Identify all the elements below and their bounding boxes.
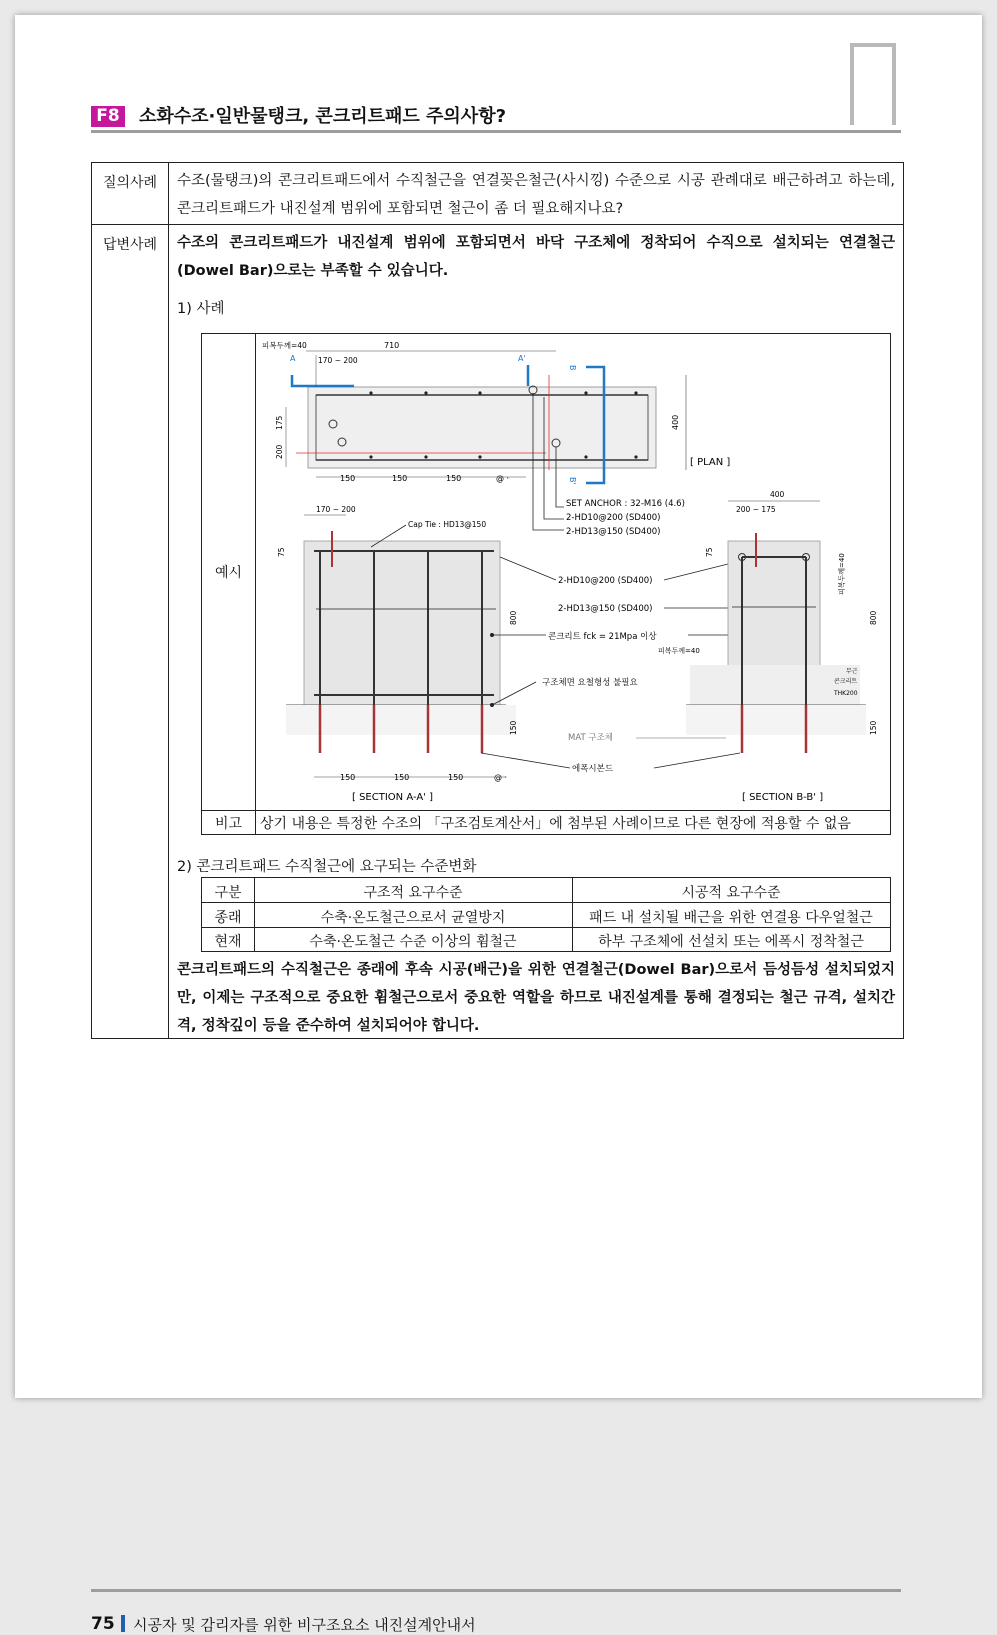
- req-row-past-construction: 패드 내 설치될 배근을 위한 연결용 다우얼철근: [589, 910, 873, 926]
- section-a-captie: Cap Tie : HD13@150: [408, 520, 487, 529]
- plan-dim-150-1: 150: [340, 474, 356, 483]
- callout-concrete: 콘크리트 fck = 21Mpa 이상: [548, 632, 657, 642]
- section-a-at: @ ·: [494, 773, 508, 782]
- page-number: 75: [91, 1614, 115, 1634]
- section-b-h800: 800: [869, 610, 878, 625]
- req-row-past-structural: 수축·온도철근으로서 균열방지: [320, 910, 506, 926]
- section-b-topping-1: 무근: [846, 668, 858, 675]
- footer-book-title: 시공자 및 감리자를 위한 비구조요소 내진설계안내서: [133, 1616, 476, 1634]
- section-b-h75: 75: [705, 547, 714, 557]
- question-text: 수조(물탱크)의 콘크리트패드에서 수직철근을 연결꽂은철근(사시낑) 수준으로 시공 관례대로 배근하려고 하는데, 콘크리트패드가 내진설계 범위에 포함되면 철근이 좀 더 필요해지나요?: [177, 173, 895, 217]
- level-change-heading: 2) 콘크리트패드 수직철근에 요구되는 수준변화: [177, 859, 477, 875]
- req-row-now-label: 현재: [214, 934, 242, 950]
- req-row-past-label: 종래: [214, 910, 242, 926]
- section-a-h800: 800: [509, 610, 518, 625]
- req-row-now-structural: 수축·온도철근 수준 이상의 휨철근: [309, 934, 517, 950]
- section-a-slab: [304, 541, 500, 705]
- plan-cut-a-prime: A': [518, 354, 526, 363]
- callout-hd10: 2-HD10@200 (SD400): [558, 576, 653, 586]
- section-b-tag: [ SECTION B-B' ]: [742, 792, 824, 803]
- req-row-divider-2: [202, 927, 890, 928]
- plan-dim-175: 175: [275, 415, 284, 430]
- section-badge: F8: [91, 106, 125, 127]
- section-a-d150-3: 150: [448, 773, 464, 782]
- plan-anchor-label: SET ANCHOR : 32-M16 (4.6): [566, 499, 685, 509]
- note-label: 비고: [214, 816, 243, 832]
- callout-mat: MAT 구조체: [568, 733, 614, 743]
- page-title: 소화수조·일반물탱크, 콘크리트패드 주의사항?: [139, 106, 507, 127]
- section-a-d150-1: 150: [340, 773, 356, 782]
- note-text: 상기 내용은 특정한 수조의 「구조검토계산서」에 첨부된 사례이므로 다른 현장에 적용할 수 없음: [260, 816, 851, 832]
- plan-dim-200: 200: [275, 444, 284, 459]
- footer-accent-bar: [121, 1615, 125, 1632]
- plan-hd10-label: 2-HD10@200 (SD400): [566, 513, 661, 523]
- qa-table: [91, 162, 904, 1039]
- section-a-d150-2: 150: [394, 773, 410, 782]
- plan-cover-label: 피복두께=40: [262, 341, 307, 350]
- answer-label: 답변사례: [102, 237, 158, 253]
- section-b-d400: 400: [770, 490, 785, 499]
- question-label: 질의사례: [102, 175, 158, 191]
- header-divider: [91, 130, 901, 133]
- section-b-topping-2: 콘크리트: [834, 678, 858, 685]
- callout-rough: 구조체면 요철형성 불필요: [542, 678, 638, 688]
- req-header-structural: 구조적 요구수준: [363, 885, 463, 901]
- figure-label-column: [202, 334, 256, 834]
- section-a-h150: 150: [509, 720, 518, 735]
- req-row-now-construction: 하부 구조체에 선설치 또는 에폭시 정착철근: [598, 934, 864, 950]
- page: [15, 15, 982, 1634]
- section-b-h150: 150: [869, 720, 878, 735]
- section-b-span: 200 ~ 175: [736, 505, 776, 514]
- plan-view-tag: [ PLAN ]: [690, 457, 731, 468]
- requirement-table: [201, 877, 891, 952]
- plan-dim-400: 400: [671, 414, 680, 430]
- section-a-tag: [ SECTION A-A' ]: [352, 792, 433, 803]
- req-header-construction: 시공적 요구수준: [681, 885, 781, 901]
- example-figure-box: [201, 333, 891, 835]
- plan-dim-at: @ ·: [496, 474, 510, 483]
- callout-hd13: 2-HD13@150 (SD400): [558, 604, 653, 614]
- req-row-divider-1: [202, 902, 890, 903]
- section-a-span: 170 ~ 200: [316, 505, 356, 514]
- plan-cut-a: A: [290, 354, 296, 363]
- section-a-h75: 75: [277, 547, 286, 557]
- callout-cover: 피복두께=40: [658, 647, 700, 655]
- section-header: [91, 105, 901, 131]
- plan-dim-150-2: 150: [392, 474, 408, 483]
- figure-label: 예시: [214, 565, 243, 581]
- rebar-detail-drawing: [256, 335, 890, 809]
- plan-cut-b: B: [568, 365, 577, 371]
- section-b-topping-3: THK200: [834, 690, 858, 697]
- callout-epoxy: 에폭시본드: [572, 764, 614, 774]
- answer-conclusion: 콘크리트패드의 수직철근은 종래에 후속 시공(배근)을 위한 연결철근(Dowel Bar)으로서 듬성듬성 설치되었지만, 이제는 구조적으로 중요한 휨철근으로서 중요한 역할을 하므로 내진설계를 통해 결정되는 철근 규격, 설치간격, 정착깊이 등을 준수하여 설치되어야 합니다.: [177, 962, 895, 1034]
- plan-width-label: 710: [384, 341, 400, 350]
- case-heading: 1) 사례: [177, 301, 225, 317]
- section-b-cover: 피복두께=40: [838, 553, 846, 595]
- footer-divider: [91, 1589, 901, 1592]
- answer-lead: 수조의 콘크리트패드가 내진설계 범위에 포함되면서 바닥 구조체에 정착되어 수직으로 설치되는 연결철근(Dowel Bar)으로는 부족할 수 있습니다.: [177, 235, 895, 279]
- row-divider: [92, 224, 903, 225]
- plan-span-label: 170 ~ 200: [318, 356, 358, 365]
- plan-cut-b-prime: B': [568, 477, 577, 485]
- req-header-category: 구분: [214, 885, 242, 901]
- plan-hd13-label: 2-HD13@150 (SD400): [566, 527, 661, 537]
- plan-dim-150-3: 150: [446, 474, 462, 483]
- figure-note-divider: [202, 810, 890, 811]
- label-column-divider: [168, 163, 169, 1038]
